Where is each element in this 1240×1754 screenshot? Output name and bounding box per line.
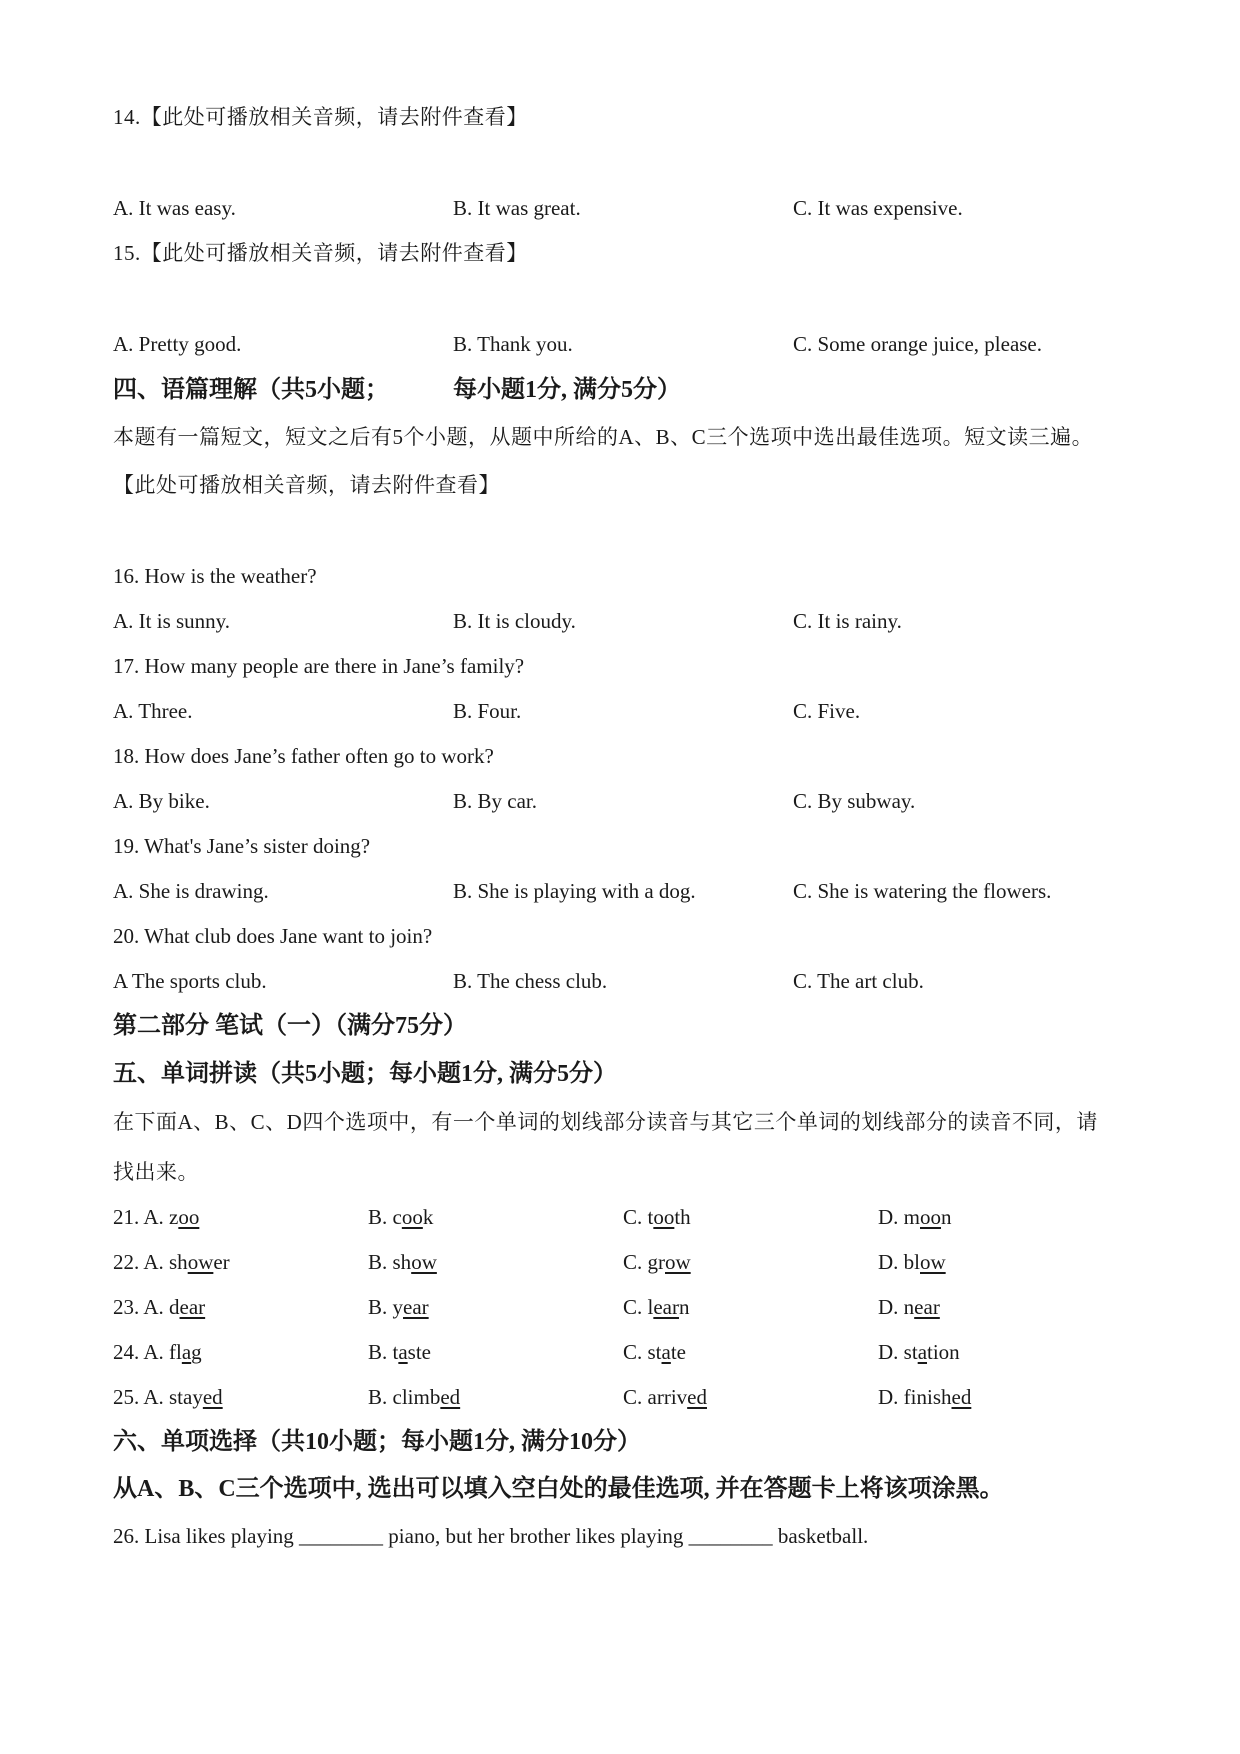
option-a[interactable]: 22. A. shower (113, 1250, 230, 1274)
section-4-instruction: 本题有一篇短文，短文之后有5个小题，从题中所给的A、B、C三个选项中选出最佳选项。短文读三遍。 (113, 425, 1094, 449)
question-22-options (113, 1249, 1153, 1275)
section-4-heading (113, 375, 681, 405)
option-c[interactable]: C. state (623, 1340, 686, 1364)
section-6-heading: 六、单项选择（共10小题；每小题1分, 满分10分） (113, 1429, 641, 1455)
option-c[interactable]: C. It is rainy. (793, 609, 902, 633)
option-a[interactable]: 24. A. flag (113, 1340, 202, 1364)
question-15-stem: 15.【此处可播放相关音频，请去附件查看】 (113, 241, 528, 265)
question-17-options (113, 698, 1153, 724)
option-b[interactable]: B. By car. (453, 789, 537, 813)
question-18-stem: 18. How does Jane’s father often go to work? (113, 744, 494, 768)
option-b[interactable]: B. It was great. (453, 196, 581, 220)
option-c[interactable]: C. She is watering the flowers. (793, 879, 1052, 903)
option-d[interactable]: D. near (878, 1295, 940, 1319)
option-b[interactable]: B. cook (368, 1205, 434, 1229)
option-c[interactable]: C. arrived (623, 1385, 707, 1409)
question-20-options (113, 968, 1153, 994)
option-b[interactable]: B. climbed (368, 1385, 461, 1409)
option-c[interactable]: C. Five. (793, 699, 861, 723)
option-a[interactable]: A. She is drawing. (113, 879, 269, 903)
section-5-heading: 五、单词拼读（共5小题；每小题1分, 满分5分） (113, 1061, 617, 1087)
option-b[interactable]: B. Four. (453, 699, 522, 723)
option-c[interactable]: C. By subway. (793, 789, 916, 813)
option-c[interactable]: C. learn (623, 1295, 690, 1319)
option-a[interactable]: A. It is sunny. (113, 609, 231, 633)
option-b[interactable]: B. It is cloudy. (453, 609, 576, 633)
section-4-heading-part1: 四、语篇理解（共5小题； (113, 377, 389, 403)
option-b[interactable]: B. Thank you. (453, 332, 573, 356)
option-d[interactable]: D. finished (878, 1385, 972, 1409)
section-4-heading-part2: 每小题1分, 满分5分） (453, 377, 681, 403)
question-16-stem: 16. How is the weather? (113, 564, 317, 588)
option-b[interactable]: B. year (368, 1295, 429, 1319)
option-d[interactable]: D. blow (878, 1250, 946, 1274)
question-14-stem: 14.【此处可播放相关音频，请去附件查看】 (113, 105, 528, 129)
option-a[interactable]: A. Three. (113, 699, 193, 723)
option-b[interactable]: B. She is playing with a dog. (453, 879, 696, 903)
option-d[interactable]: D. station (878, 1340, 960, 1364)
option-d[interactable]: D. moon (878, 1205, 952, 1229)
option-a[interactable]: A The sports club. (113, 969, 267, 993)
question-20-stem: 20. What club does Jane want to join? (113, 924, 433, 948)
question-15-options (113, 331, 1153, 357)
question-19-options (113, 878, 1153, 904)
question-18-options (113, 788, 1153, 814)
option-c[interactable]: C. tooth (623, 1205, 691, 1229)
question-23-options (113, 1294, 1153, 1320)
section-4-audio-note: 【此处可播放相关音频，请去附件查看】 (113, 473, 500, 497)
question-21-options (113, 1204, 1153, 1230)
question-24-options (113, 1339, 1153, 1365)
question-14-options (113, 195, 1153, 221)
option-b[interactable]: B. show (368, 1250, 437, 1274)
option-a[interactable]: A. By bike. (113, 789, 210, 813)
section-6-instruction: 从A、B、C三个选项中, 选出可以填入空白处的最佳选项, 并在答题卡上将该项涂黑。 (113, 1476, 1004, 1502)
option-b[interactable]: B. taste (368, 1340, 431, 1364)
part-2-heading: 第二部分 笔试（一）（满分75分） (113, 1013, 467, 1039)
option-a[interactable]: A. It was easy. (113, 196, 236, 220)
option-a[interactable]: A. Pretty good. (113, 332, 242, 356)
option-a[interactable]: 25. A. stayed (113, 1385, 223, 1409)
option-c[interactable]: C. grow (623, 1250, 691, 1274)
section-5-instruction-line-1: 在下面A、B、C、D四个选项中，有一个单词的划线部分读音与其它三个单词的划线部分的读音不同，请 (113, 1110, 1098, 1134)
question-16-options (113, 608, 1153, 634)
question-19-stem: 19. What's Jane’s sister doing? (113, 834, 371, 858)
question-25-options (113, 1384, 1153, 1410)
option-c[interactable]: C. Some orange juice, please. (793, 332, 1043, 356)
question-26-stem: 26. Lisa likes playing ________ piano, but her brother likes playing ________ basketball. (113, 1524, 869, 1548)
option-b[interactable]: B. The chess club. (453, 969, 608, 993)
option-a[interactable]: 21. A. zoo (113, 1205, 200, 1229)
question-17-stem: 17. How many people are there in Jane’s family? (113, 654, 525, 678)
option-a[interactable]: 23. A. dear (113, 1295, 206, 1319)
section-5-instruction-line-2: 找出来。 (113, 1160, 199, 1184)
option-c[interactable]: C. The art club. (793, 969, 924, 993)
option-c[interactable]: C. It was expensive. (793, 196, 963, 220)
